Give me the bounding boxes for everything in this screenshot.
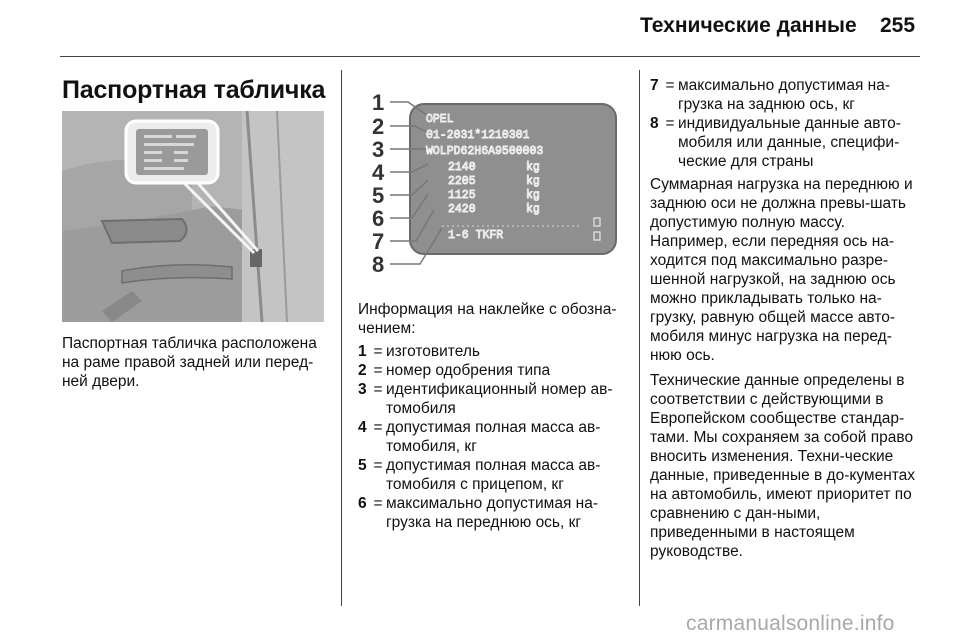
callout-8: 8 (372, 252, 385, 274)
callout-3: 3 (372, 137, 385, 162)
definition-item: 4 = допустимая полная масса ав-томобиля, кг (358, 419, 601, 455)
plate-unit-kg: kg (526, 161, 540, 174)
callout-1: 1 (372, 90, 385, 115)
plate-line-rear-axle: 2420 (448, 203, 476, 216)
callout-2: 2 (372, 114, 385, 139)
plate-line-vin: WOLPD62H6A9500003 (426, 145, 544, 158)
plate-line-country: 1-6 TKFR (448, 229, 504, 242)
definition-item: 3 = идентификационный номер ав-томобиля (358, 381, 613, 417)
callout-6: 6 (372, 206, 385, 231)
plate-line-approval: 01-2031*1210301 (426, 129, 530, 142)
column-divider-right (639, 70, 640, 606)
watermark: carmanualsonline.info (686, 612, 895, 635)
definition-item: 5 = допустимая полная масса ав-томобиля с прицепом, кг (358, 457, 601, 493)
definition-item: 7 = максимально допустимая на-грузка на заднюю ось, кг (650, 77, 890, 113)
section-title: Паспортная табличка (62, 76, 326, 104)
header-divider (60, 56, 920, 57)
plate-line-front-axle: 1125 (448, 189, 476, 202)
definition-list-b (650, 76, 925, 171)
definition-item: 1 = изготовитель (358, 343, 480, 360)
plate-unit-kg: kg (526, 203, 540, 216)
door-plate-photo (62, 111, 324, 322)
callout-7: 7 (372, 229, 385, 254)
definition-item: 6 = максимально допустимая на-грузка на переднюю ось, кг (358, 495, 598, 531)
photo-caption: Паспортная табличка расположена на раме правой задней или перед-ней двери. (62, 335, 317, 390)
definition-item: 8 = индивидуальные данные авто-мобиля или данные, специфи-ческие для страны (650, 115, 901, 170)
body-text (650, 175, 922, 567)
plate-unit-kg: kg (526, 175, 540, 188)
column-divider-left (341, 70, 342, 606)
plate-unit-kg: kg (526, 189, 540, 202)
plate-line-manufacturer: OPEL (426, 113, 454, 126)
paragraph-axle-load: Суммарная нагрузка на переднюю и заднюю оси не должна превы-шать допустимую полную массу. Например, если передняя ось на-ходится под максимально разре-шенной нагрузкой, на заднюю ось можно прикладывать только на-грузку, равную общей массе авто-мобиля минус нагрузка на перед-нюю ось. (650, 176, 913, 364)
callout-4: 4 (372, 160, 385, 185)
callout-5: 5 (372, 183, 385, 208)
plate-diagram (358, 76, 620, 274)
paragraph-standards: Технические данные определены в соответствии с действующими в Европейском сообществе стандар-тами. Мы сохраняем за собой право вносить изменения. Техни-ческие данные, приведенные в до-кументах на автомобиль, имеют приоритет по сравнению с дан-ными, приведенными в настоящем руководстве. (650, 372, 916, 560)
page-number: 255 (880, 14, 916, 37)
plate-line-train-mass: 2205 (448, 175, 476, 188)
plate-line-gross-mass: 2140 (448, 161, 476, 174)
definitions-intro: Информация на наклейке с обозна-чением: (358, 301, 617, 337)
definition-list-a (358, 342, 633, 532)
page-header-title: Технические данные (640, 14, 857, 37)
definition-item: 2 = номер одобрения типа (358, 362, 551, 379)
